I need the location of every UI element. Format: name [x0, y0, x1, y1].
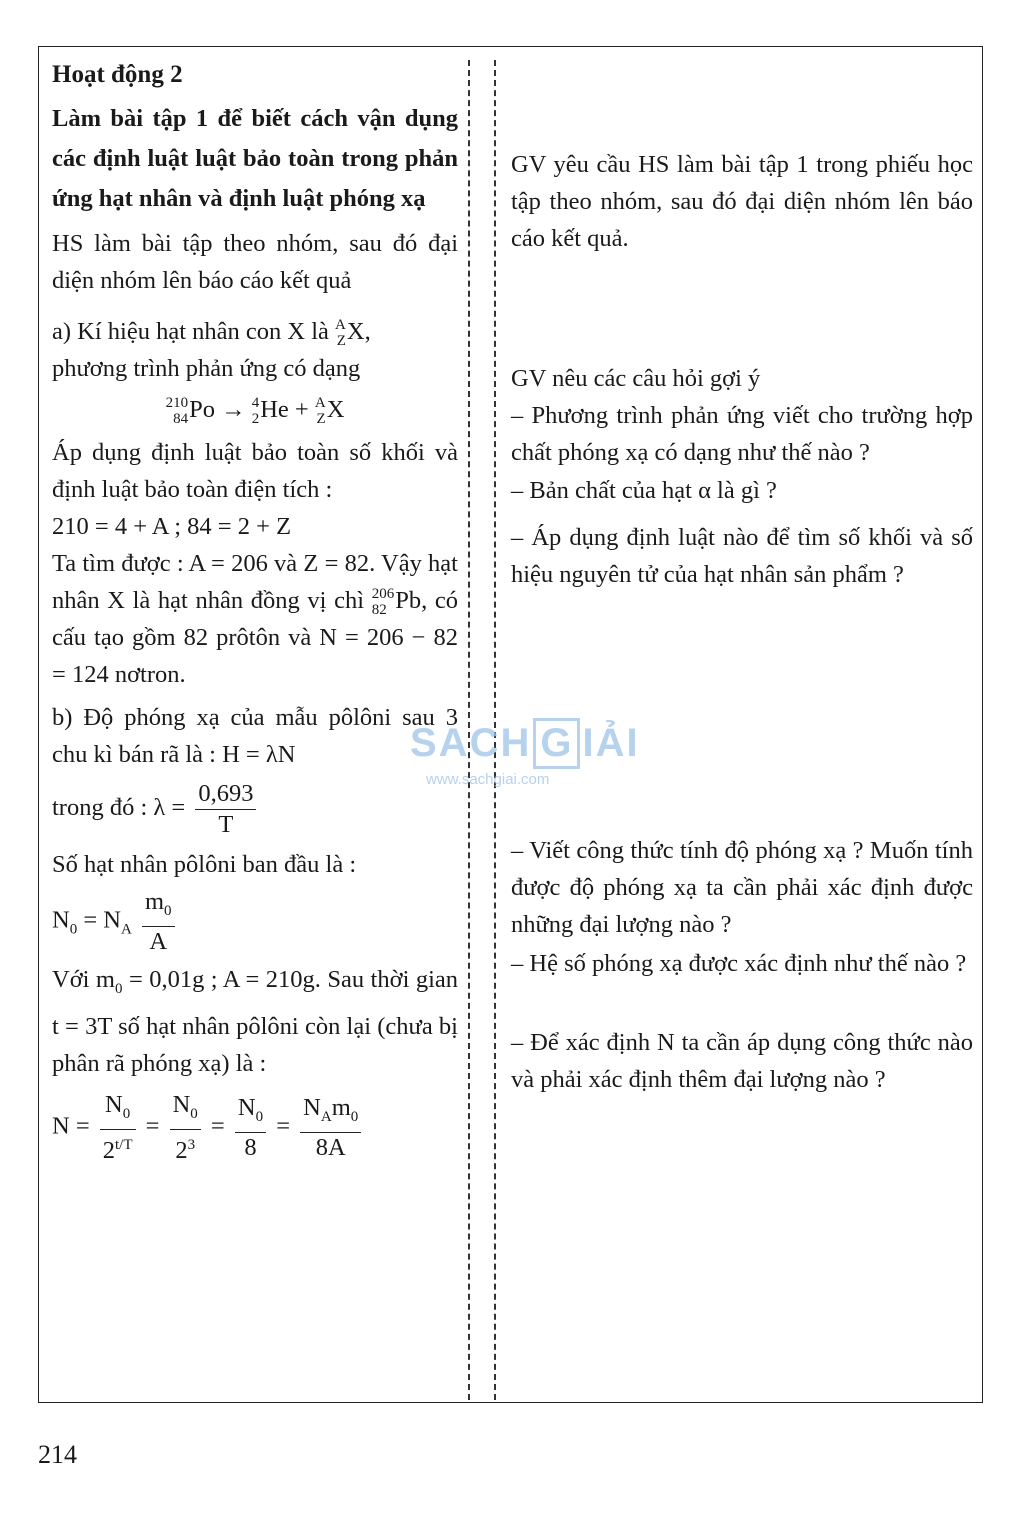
activity-subheading: Làm bài tập 1 để biết cách vận dụng các định luật luật bảo toàn trong phản ứng hạt nhân và định luật phóng xạ [52, 105, 458, 212]
with-label: Với m [52, 965, 115, 993]
result-text: Ta tìm được : A = 206 và Z = 82. Vậy hạt nhân X là hạt nhân đồng vị chì 206 82 Pb, có cấu tạo gồm 82 prôtôn và N = 206 − 82 = 124 nơtron. [52, 550, 459, 688]
apply-conservation: Áp dụng định luật bảo toàn số khối và định luật bảo toàn điện tích : [52, 439, 458, 503]
left-column [52, 56, 458, 1166]
watermark-url: www.sachgiai.com [426, 771, 550, 788]
pb-nuclide: 206 82 [371, 586, 395, 619]
part-a-text: a) Kí hiệu hạt nhân con X là [52, 318, 329, 345]
watermark-logo: SACH G IẢI [410, 718, 640, 769]
result-rest: , có cấu tạo gồm 82 prôtôn và N = 206 − 82 = 124 nơtron. [52, 587, 459, 688]
n0-formula: $N_0 = N_A$ $\frac{m_0}{A}$ [52, 887, 458, 957]
part-a-line1: a) Kí hiệu hạt nhân con X là A Z X, [52, 317, 371, 350]
activity-heading: Hoạt động 2 [52, 61, 183, 88]
conservation-equation: 210 = 4 + A ; 84 = 2 + Z [52, 513, 292, 540]
hint-question-6: – Để xác định N ta cần áp dụng công thức nào và phải xác định thêm đại lượng nào ? [511, 1029, 973, 1093]
given-values: Với $m_0 = 0,01g$ ; A = 210g. Sau thời gian t = 3T số hạt nhân pôlôni còn lại (chưa bị phân rã phóng xạ) là : [52, 965, 459, 1077]
hint-question-1: – Phương trình phản ứng viết cho trường hợp chất phóng xạ có dạng như thế nào ? [511, 402, 973, 466]
page-number: 214 [38, 1440, 77, 1469]
student-instruction: HS làm bài tập theo nhóm, sau đó đại diện nhóm lên báo cáo kết quả [52, 230, 458, 294]
lambda-numerator: 0,693 [195, 779, 256, 810]
remaining-formula: N = $\frac{N_0}{2^{t/T}}$ = $\frac{N_0}{2^3}$ = $\frac{N_0}{8}$ = $\frac{N_Am_0}{8A}$ [52, 1090, 458, 1166]
n0-denominator: A [149, 927, 168, 955]
with-rest: = 0,01g ; A = 210g. Sau thời gian t = 3T số hạt nhân pôlôni còn lại (chưa bị phân rã phóng xạ) là : [52, 965, 459, 1077]
where-label: trong đó : λ = [52, 794, 186, 822]
hint-question-5: – Hệ số phóng xạ được xác định như thế nào ? [511, 950, 967, 977]
result-found: Ta tìm được : A = 206 và Z = 82. Vậy hạt nhân X là hạt nhân đồng vị chì [52, 550, 458, 614]
lambda-denominator: T [218, 811, 234, 838]
gv-instruction: GV yêu cầu HS làm bài tập 1 trong phiếu học tập theo nhóm, sau đó đại diện nhóm lên báo cáo kết quả. [511, 151, 973, 252]
part-b-line: b) Độ phóng xạ của mẫu pôlôni sau 3 chu kì bán rã là : H = λN [52, 704, 458, 768]
nuclide-x-symbol: A Z [335, 317, 346, 350]
part-a-line2: phương trình phản ứng có dạng [52, 355, 361, 382]
hint-question-3: – Áp dụng định luật nào để tìm số khối và số hiệu nguyên tử của hạt nhân sản phẩm ? [511, 524, 973, 588]
watermark [410, 718, 640, 788]
hint-question-4: – Viết công thức tính độ phóng xạ ? Muốn tính được độ phóng xạ ta cần phải xác định được những đại lượng nào ? [511, 837, 973, 938]
lambda-formula [52, 779, 458, 840]
gv-hint-title: GV nêu các câu hỏi gợi ý [511, 365, 761, 392]
initial-count-text: Số hạt nhân pôlôni ban đầu là : [52, 851, 357, 878]
hint-question-2: – Bản chất của hạt α là gì ? [511, 477, 777, 504]
reaction-equation: 210 84 Po → 4 2 He + A Z X [165, 395, 345, 428]
